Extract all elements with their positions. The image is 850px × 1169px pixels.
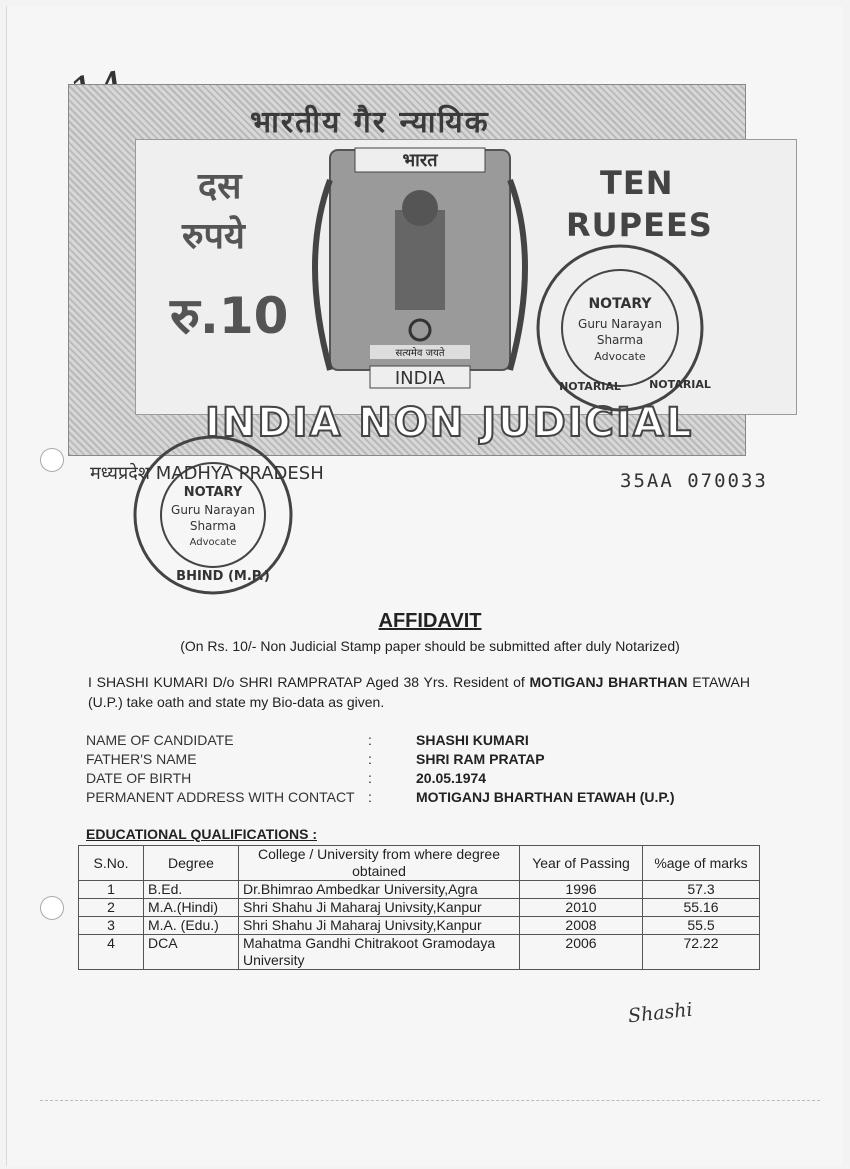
detail-label: DATE OF BIRTH: [86, 770, 192, 786]
cell-marks: 55.5: [643, 917, 760, 935]
cell-marks: 72.22: [643, 935, 760, 970]
divider: [40, 1100, 820, 1101]
detail-row: [86, 770, 726, 789]
stamp-hindi-currency: रुपये: [182, 216, 245, 257]
cell-sno: 1: [79, 881, 144, 899]
table-header-row: [79, 846, 760, 881]
stamp-english-amount: TEN: [600, 164, 674, 202]
education-table: [78, 845, 760, 970]
seal-location: BHIND (M.P.): [176, 569, 270, 584]
candidate-details: [86, 732, 726, 808]
stamp-bottom-banner: INDIA NON JUDICIAL: [205, 400, 694, 446]
column-header: Year of Passing: [520, 846, 643, 881]
seal-name: Guru Narayan: [171, 503, 255, 517]
cell-marks: 57.3: [643, 881, 760, 899]
cell-year: 2006: [520, 935, 643, 970]
column-header: S.No.: [79, 846, 144, 881]
seal-role: Advocate: [594, 350, 646, 363]
cell-university: Shri Shahu Ji Maharaj Univsity,Kanpur: [239, 899, 520, 917]
cell-university: Dr.Bhimrao Ambedkar University,Agra: [239, 881, 520, 899]
detail-colon: :: [368, 732, 372, 748]
notary-seal-icon: [520, 240, 720, 420]
detail-row: [86, 751, 726, 770]
detail-value: MOTIGANJ BHARTHAN ETAWAH (U.P.): [416, 789, 675, 805]
cell-degree: M.A. (Edu.): [144, 917, 239, 935]
oath-address-bold: MOTIGANJ BHARTHAN: [529, 674, 688, 690]
emblem-caption: भारत: [402, 150, 438, 171]
cell-year: 1996: [520, 881, 643, 899]
page-title: AFFIDAVIT: [378, 610, 482, 632]
seal-notary-label: NOTARY: [183, 485, 243, 500]
seal-notary-label: NOTARY: [588, 296, 652, 312]
punch-hole: [40, 448, 64, 472]
cell-degree: DCA: [144, 935, 239, 970]
punch-hole: [40, 896, 64, 920]
detail-row: [86, 789, 726, 808]
stamp-serial-number: 35AA 070033: [620, 470, 768, 492]
notary-seal-icon: [118, 430, 308, 605]
seal-role: Advocate: [189, 537, 237, 548]
detail-label: FATHER'S NAME: [86, 751, 197, 767]
detail-value: SHASHI KUMARI: [416, 732, 529, 748]
signature: Shashi: [627, 998, 694, 1028]
cell-year: 2008: [520, 917, 643, 935]
cell-university: Mahatma Gandhi Chitrakoot Gramodaya University: [239, 935, 520, 970]
oath-statement: [88, 672, 750, 712]
table-row: [79, 881, 760, 899]
cell-degree: B.Ed.: [144, 881, 239, 899]
stamp-english-currency: RUPEES: [566, 206, 713, 244]
cell-degree: M.A.(Hindi): [144, 899, 239, 917]
detail-row: [86, 732, 726, 751]
cell-sno: 2: [79, 899, 144, 917]
column-header: Degree: [144, 846, 239, 881]
detail-colon: :: [368, 789, 372, 805]
cell-university: Shri Shahu Ji Maharaj Univsity,Kanpur: [239, 917, 520, 935]
oath-text-end: ETAWAH (U.P.) take oath and state my Bio-data as given.: [88, 674, 751, 710]
table-row: [79, 917, 760, 935]
detail-value: SHRI RAM PRATAP: [416, 751, 545, 767]
column-header: %age of marks: [643, 846, 760, 881]
state-name: मध्यप्रदेश MADHYA PRADESH: [90, 463, 324, 484]
detail-value: 20.05.1974: [416, 770, 487, 786]
seal-notarial-left: NOTARIAL: [559, 380, 621, 393]
table-row: [79, 899, 760, 917]
stamp-top-banner: भारतीय गैर न्यायिक: [250, 105, 490, 140]
detail-label: NAME OF CANDIDATE: [86, 732, 234, 748]
table-row: [79, 935, 760, 970]
page-subtitle: (On Rs. 10/- Non Judicial Stamp paper should be submitted after duly Notarized): [180, 638, 680, 654]
oath-text-start: I SHASHI KUMARI D/o SHRI RAMPRATAP Aged 38 Yrs. Resident of: [88, 674, 530, 690]
cell-sno: 4: [79, 935, 144, 970]
emblem-country: INDIA: [394, 368, 446, 389]
national-emblem-icon: [300, 140, 540, 390]
stamp-value: रु.10: [170, 287, 289, 345]
emblem-motto: सत्यमेव जयते: [395, 348, 445, 359]
stamp-hindi-amount: दस: [198, 166, 242, 207]
detail-colon: :: [368, 770, 372, 786]
detail-label: PERMANENT ADDRESS WITH CONTACT: [86, 789, 355, 805]
cell-sno: 3: [79, 917, 144, 935]
seal-name: Guru Narayan: [578, 317, 662, 331]
education-heading: EDUCATIONAL QUALIFICATIONS :: [86, 826, 317, 842]
cell-marks: 55.16: [643, 899, 760, 917]
seal-surname: Sharma: [189, 519, 237, 533]
detail-colon: :: [368, 751, 372, 767]
cell-year: 2010: [520, 899, 643, 917]
column-header: College / University from where degree obtained: [239, 846, 520, 881]
seal-surname: Sharma: [596, 333, 644, 347]
seal-notarial-right: NOTARIAL: [649, 378, 711, 391]
